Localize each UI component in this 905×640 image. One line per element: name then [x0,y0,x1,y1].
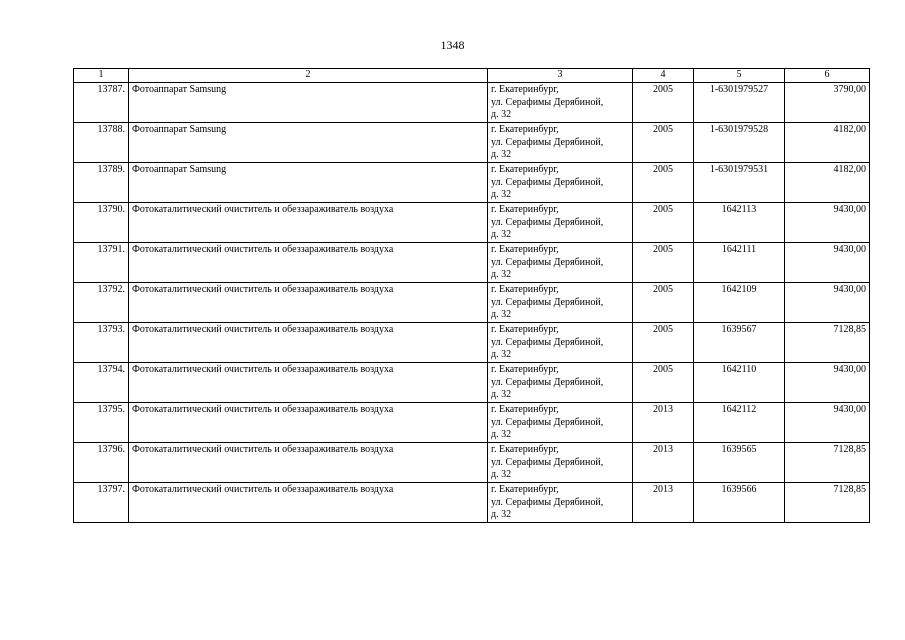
page-number: 1348 [440,38,465,52]
item-name-cell: Фотокаталитический очиститель и обеззараживатель воздуха [129,243,488,283]
address-line: ул. Серафимы Дерябиной, [491,216,604,228]
header-row [74,69,870,83]
address-line: д. 32 [491,429,512,440]
address-cell [488,283,633,323]
table-row [74,123,870,163]
inventory-number-cell: 1642111 [694,243,785,283]
address-line: г. Екатеринбург, [491,84,559,95]
address-line: г. Екатеринбург, [491,324,559,335]
column-header-4: 4 [633,69,694,83]
address-line: г. Екатеринбург, [491,484,559,495]
cost-cell: 9430,00 [785,403,870,443]
inventory-number-cell: 1642110 [694,363,785,403]
address-line: д. 32 [491,269,512,280]
item-name-cell: Фотоаппарат Samsung [129,163,488,203]
item-name-cell: Фотокаталитический очиститель и обеззараживатель воздуха [129,363,488,403]
year-cell: 2005 [633,323,694,363]
table-row [74,283,870,323]
year-cell: 2005 [633,203,694,243]
table-row [74,443,870,483]
cost-cell: 7128,85 [785,483,870,523]
cost-cell: 7128,85 [785,443,870,483]
year-cell: 2013 [633,483,694,523]
column-header-5: 5 [694,69,785,83]
address-line: ул. Серафимы Дерябиной, [491,456,604,468]
address-line: д. 32 [491,349,512,360]
inventory-number-cell: 1642112 [694,403,785,443]
year-cell: 2005 [633,83,694,123]
cost-cell: 9430,00 [785,243,870,283]
address-cell [488,83,633,123]
address-line: г. Екатеринбург, [491,204,559,215]
cost-cell: 9430,00 [785,283,870,323]
row-number-cell: 13791. [74,243,129,283]
inventory-number-cell: 1639566 [694,483,785,523]
row-number-cell: 13794. [74,363,129,403]
column-header-1: 1 [74,69,129,83]
inventory-number-cell: 1-6301979527 [694,83,785,123]
address-line: ул. Серафимы Дерябиной, [491,376,604,388]
cost-cell: 3790,00 [785,83,870,123]
cost-cell: 4182,00 [785,123,870,163]
address-cell [488,323,633,363]
item-name-cell: Фотоаппарат Samsung [129,123,488,163]
inventory-number-cell: 1639567 [694,323,785,363]
table-row [74,323,870,363]
year-cell: 2005 [633,243,694,283]
year-cell: 2013 [633,443,694,483]
address-line: д. 32 [491,149,512,160]
address-line: ул. Серафимы Дерябиной, [491,176,604,188]
item-name-cell: Фотоаппарат Samsung [129,83,488,123]
row-number-cell: 13787. [74,83,129,123]
address-cell [488,123,633,163]
item-name-cell: Фотокаталитический очиститель и обеззараживатель воздуха [129,203,488,243]
table-row [74,243,870,283]
address-cell [488,363,633,403]
address-line: д. 32 [491,469,512,480]
address-line: ул. Серафимы Дерябиной, [491,336,604,348]
address-line: г. Екатеринбург, [491,364,559,375]
item-name-cell: Фотокаталитический очиститель и обеззараживатель воздуха [129,323,488,363]
item-name-cell: Фотокаталитический очиститель и обеззараживатель воздуха [129,403,488,443]
inventory-number-cell: 1642109 [694,283,785,323]
address-line: д. 32 [491,389,512,400]
item-name-cell: Фотокаталитический очиститель и обеззараживатель воздуха [129,483,488,523]
address-line: ул. Серафимы Дерябиной, [491,256,604,268]
table-body [74,83,870,523]
address-line: г. Екатеринбург, [491,444,559,455]
cost-cell: 9430,00 [785,363,870,403]
inventory-number-cell: 1642113 [694,203,785,243]
cost-cell: 7128,85 [785,323,870,363]
address-line: ул. Серафимы Дерябиной, [491,496,604,508]
address-line: д. 32 [491,109,512,120]
year-cell: 2005 [633,363,694,403]
address-line: ул. Серафимы Дерябиной, [491,296,604,308]
table-row [74,403,870,443]
column-header-6: 6 [785,69,870,83]
table-row [74,203,870,243]
row-number-cell: 13788. [74,123,129,163]
address-cell [488,403,633,443]
item-name-cell: Фотокаталитический очиститель и обеззараживатель воздуха [129,283,488,323]
cost-cell: 9430,00 [785,203,870,243]
address-line: ул. Серафимы Дерябиной, [491,416,604,428]
address-cell [488,483,633,523]
year-cell: 2013 [633,403,694,443]
address-line: г. Екатеринбург, [491,244,559,255]
address-line: д. 32 [491,509,512,520]
address-cell [488,163,633,203]
registry-table [73,68,870,523]
address-line: г. Екатеринбург, [491,164,559,175]
row-number-cell: 13793. [74,323,129,363]
address-cell [488,243,633,283]
address-line: г. Екатеринбург, [491,284,559,295]
address-line: г. Екатеринбург, [491,404,559,415]
address-cell [488,203,633,243]
cost-cell: 4182,00 [785,163,870,203]
column-header-3: 3 [488,69,633,83]
table-row [74,483,870,523]
address-line: ул. Серафимы Дерябиной, [491,136,604,148]
year-cell: 2005 [633,163,694,203]
inventory-number-cell: 1639565 [694,443,785,483]
row-number-cell: 13792. [74,283,129,323]
address-cell [488,443,633,483]
row-number-cell: 13796. [74,443,129,483]
address-line: д. 32 [491,309,512,320]
table-row [74,163,870,203]
year-cell: 2005 [633,283,694,323]
address-line: д. 32 [491,229,512,240]
column-header-2: 2 [129,69,488,83]
inventory-number-cell: 1-6301979531 [694,163,785,203]
inventory-number-cell: 1-6301979528 [694,123,785,163]
row-number-cell: 13790. [74,203,129,243]
row-number-cell: 13795. [74,403,129,443]
row-number-cell: 13789. [74,163,129,203]
address-line: ул. Серафимы Дерябиной, [491,96,604,108]
year-cell: 2005 [633,123,694,163]
row-number-cell: 13797. [74,483,129,523]
table-row [74,83,870,123]
item-name-cell: Фотокаталитический очиститель и обеззараживатель воздуха [129,443,488,483]
address-line: д. 32 [491,189,512,200]
address-line: г. Екатеринбург, [491,124,559,135]
table-row [74,363,870,403]
